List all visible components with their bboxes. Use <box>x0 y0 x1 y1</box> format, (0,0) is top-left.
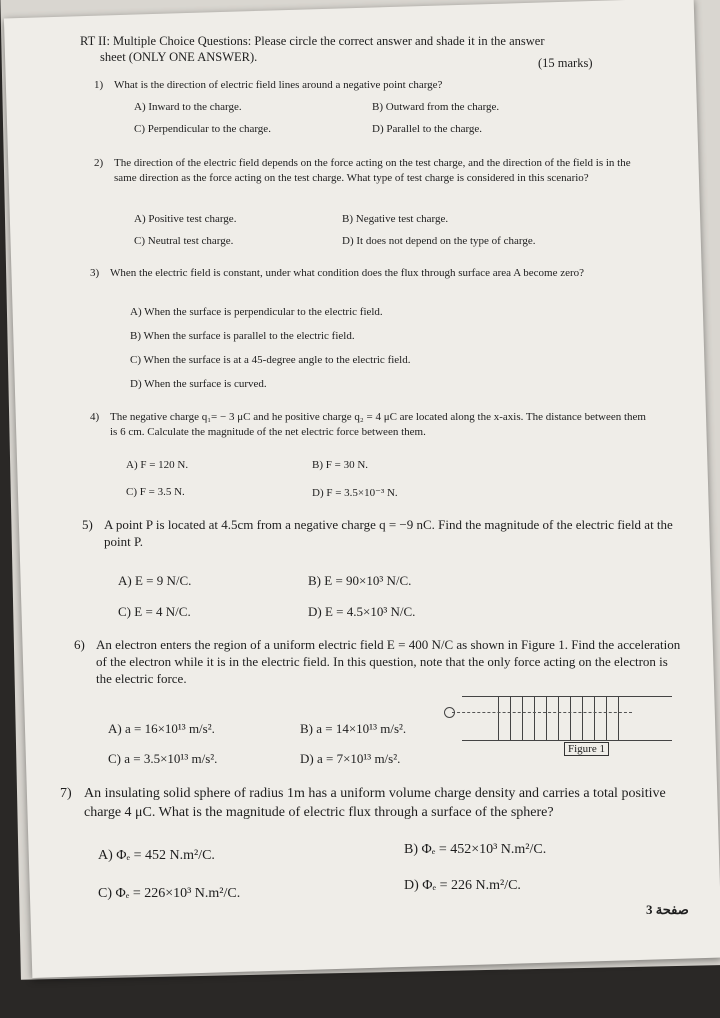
question-4-option-b[interactable]: B) F = 30 N. <box>312 459 369 471</box>
question-6-option-a[interactable]: A) a = 16×10¹³ m/s². <box>108 721 215 736</box>
question-7-option-d[interactable]: D) Φₑ = 226 N.m²/C. <box>404 878 521 893</box>
figure-1 <box>442 690 692 762</box>
question-1-option-c[interactable]: C) Perpendicular to the charge. <box>134 123 271 135</box>
question-6-number: 6) <box>74 637 85 652</box>
question-5-option-c[interactable]: C) E = 4 N/C. <box>118 604 191 619</box>
question-1-option-d[interactable]: D) Parallel to the charge. <box>372 123 483 135</box>
field-line <box>606 696 607 740</box>
question-4-option-c[interactable]: C) F = 3.5 N. <box>126 486 185 498</box>
marks-label: (15 marks) <box>538 56 593 70</box>
question-1-option-b[interactable]: B) Outward from the charge. <box>372 101 500 113</box>
question-3-option-b[interactable]: B) When the surface is parallel to the electric field. <box>130 330 355 342</box>
question-2-option-c[interactable]: C) Neutral test charge. <box>134 235 234 247</box>
field-line <box>594 696 595 740</box>
question-6-option-d[interactable]: D) a = 7×10¹³ m/s². <box>300 751 401 766</box>
question-6-option-b[interactable]: B) a = 14×10¹³ m/s². <box>300 721 407 736</box>
question-1-number: 1) <box>94 79 104 91</box>
question-2-option-d[interactable]: D) It does not depend on the type of charge. <box>342 235 536 247</box>
field-line <box>558 696 559 740</box>
instructions-line-1: RT II: Multiple Choice Questions: Please circle the correct answer and shade it in the answer <box>80 34 545 48</box>
field-line <box>582 696 583 740</box>
field-line <box>546 696 547 740</box>
electron-icon <box>444 707 455 718</box>
electron-path <box>452 712 632 713</box>
exam-page <box>4 0 720 978</box>
figure-1-label: Figure 1 <box>564 742 609 756</box>
question-3-option-c[interactable]: C) When the surface is at a 45-degree angle to the electric field. <box>130 354 411 366</box>
question-5-option-d[interactable]: D) E = 4.5×10³ N/C. <box>308 604 416 619</box>
question-2-text: The direction of the electric field depends on the force acting on the test charge, and the direction of the field is in the same direction as the force acting on the test charge. What type of test charge is considered in this scenario? <box>114 157 631 184</box>
question-6-text: An electron enters the region of a uniform electric field E = 400 N/C as shown in Figure 1. Find the acceleration of the electron while it is in the electric field. In this question, note that the only force acting on the electron is the electric force. <box>96 637 681 686</box>
field-line <box>534 696 535 740</box>
question-7-option-b[interactable]: B) Φₑ = 452×10³ N.m²/C. <box>403 842 547 857</box>
question-7-option-c[interactable]: C) Φₑ = 226×10³ N.m²/C. <box>98 886 241 901</box>
question-2-option-a[interactable]: A) Positive test charge. <box>134 213 237 225</box>
field-line <box>570 696 571 740</box>
question-5-text: A point P is located at 4.5cm from a negative charge q = −9 nC. Find the magnitude of the electric field at the point P. <box>104 517 673 549</box>
question-4-option-d[interactable]: D) F = 3.5×10⁻³ N. <box>312 487 398 499</box>
question-4-number: 4) <box>90 411 100 423</box>
question-7-option-a[interactable]: A) Φₑ = 452 N.m²/C. <box>98 848 215 863</box>
field-line <box>498 696 499 740</box>
field-line <box>618 696 619 740</box>
question-3-number: 3) <box>90 267 100 279</box>
instructions-line-2: sheet (ONLY ONE ANSWER). <box>100 50 258 64</box>
question-4-text: The negative charge q₁= − 3 μC and he positive charge q₂ = 4 μC are located along the x-axis. The distance between them is 6 cm. Calculate the magnitude of the net electric force between them. <box>109 411 646 438</box>
question-5-option-b[interactable]: B) E = 90×10³ N/C. <box>308 573 412 588</box>
field-line <box>522 696 523 740</box>
question-7-text: An insulating solid sphere of radius 1m has a uniform volume charge density and carries a total positive charge 4 μC. What is the magnitude of electric flux through a surface of the sphere? <box>84 786 666 820</box>
question-3-text: When the electric field is constant, under what condition does the flux through surface area A become zero? <box>110 267 585 279</box>
page-number-mark: 3 صفحة <box>646 902 689 917</box>
question-1-text: What is the direction of electric field lines around a negative point charge? <box>114 79 443 91</box>
question-6-option-c[interactable]: C) a = 3.5×10¹³ m/s². <box>108 751 218 766</box>
figure-plate-bottom <box>462 740 672 741</box>
exam-paper-content <box>18 8 708 968</box>
question-5-number: 5) <box>82 517 93 532</box>
figure-plate-top <box>462 696 672 697</box>
question-5-option-a[interactable]: A) E = 9 N/C. <box>118 573 192 588</box>
question-3-option-a[interactable]: A) When the surface is perpendicular to the electric field. <box>130 306 383 318</box>
question-2-option-b[interactable]: B) Negative test charge. <box>342 213 449 225</box>
question-2-number: 2) <box>94 157 104 169</box>
question-4-option-a[interactable]: A) F = 120 N. <box>126 459 189 471</box>
field-line <box>510 696 511 740</box>
question-1-option-a[interactable]: A) Inward to the charge. <box>134 101 242 113</box>
question-7-number: 7) <box>59 786 72 801</box>
question-3-option-d[interactable]: D) When the surface is curved. <box>130 378 267 390</box>
